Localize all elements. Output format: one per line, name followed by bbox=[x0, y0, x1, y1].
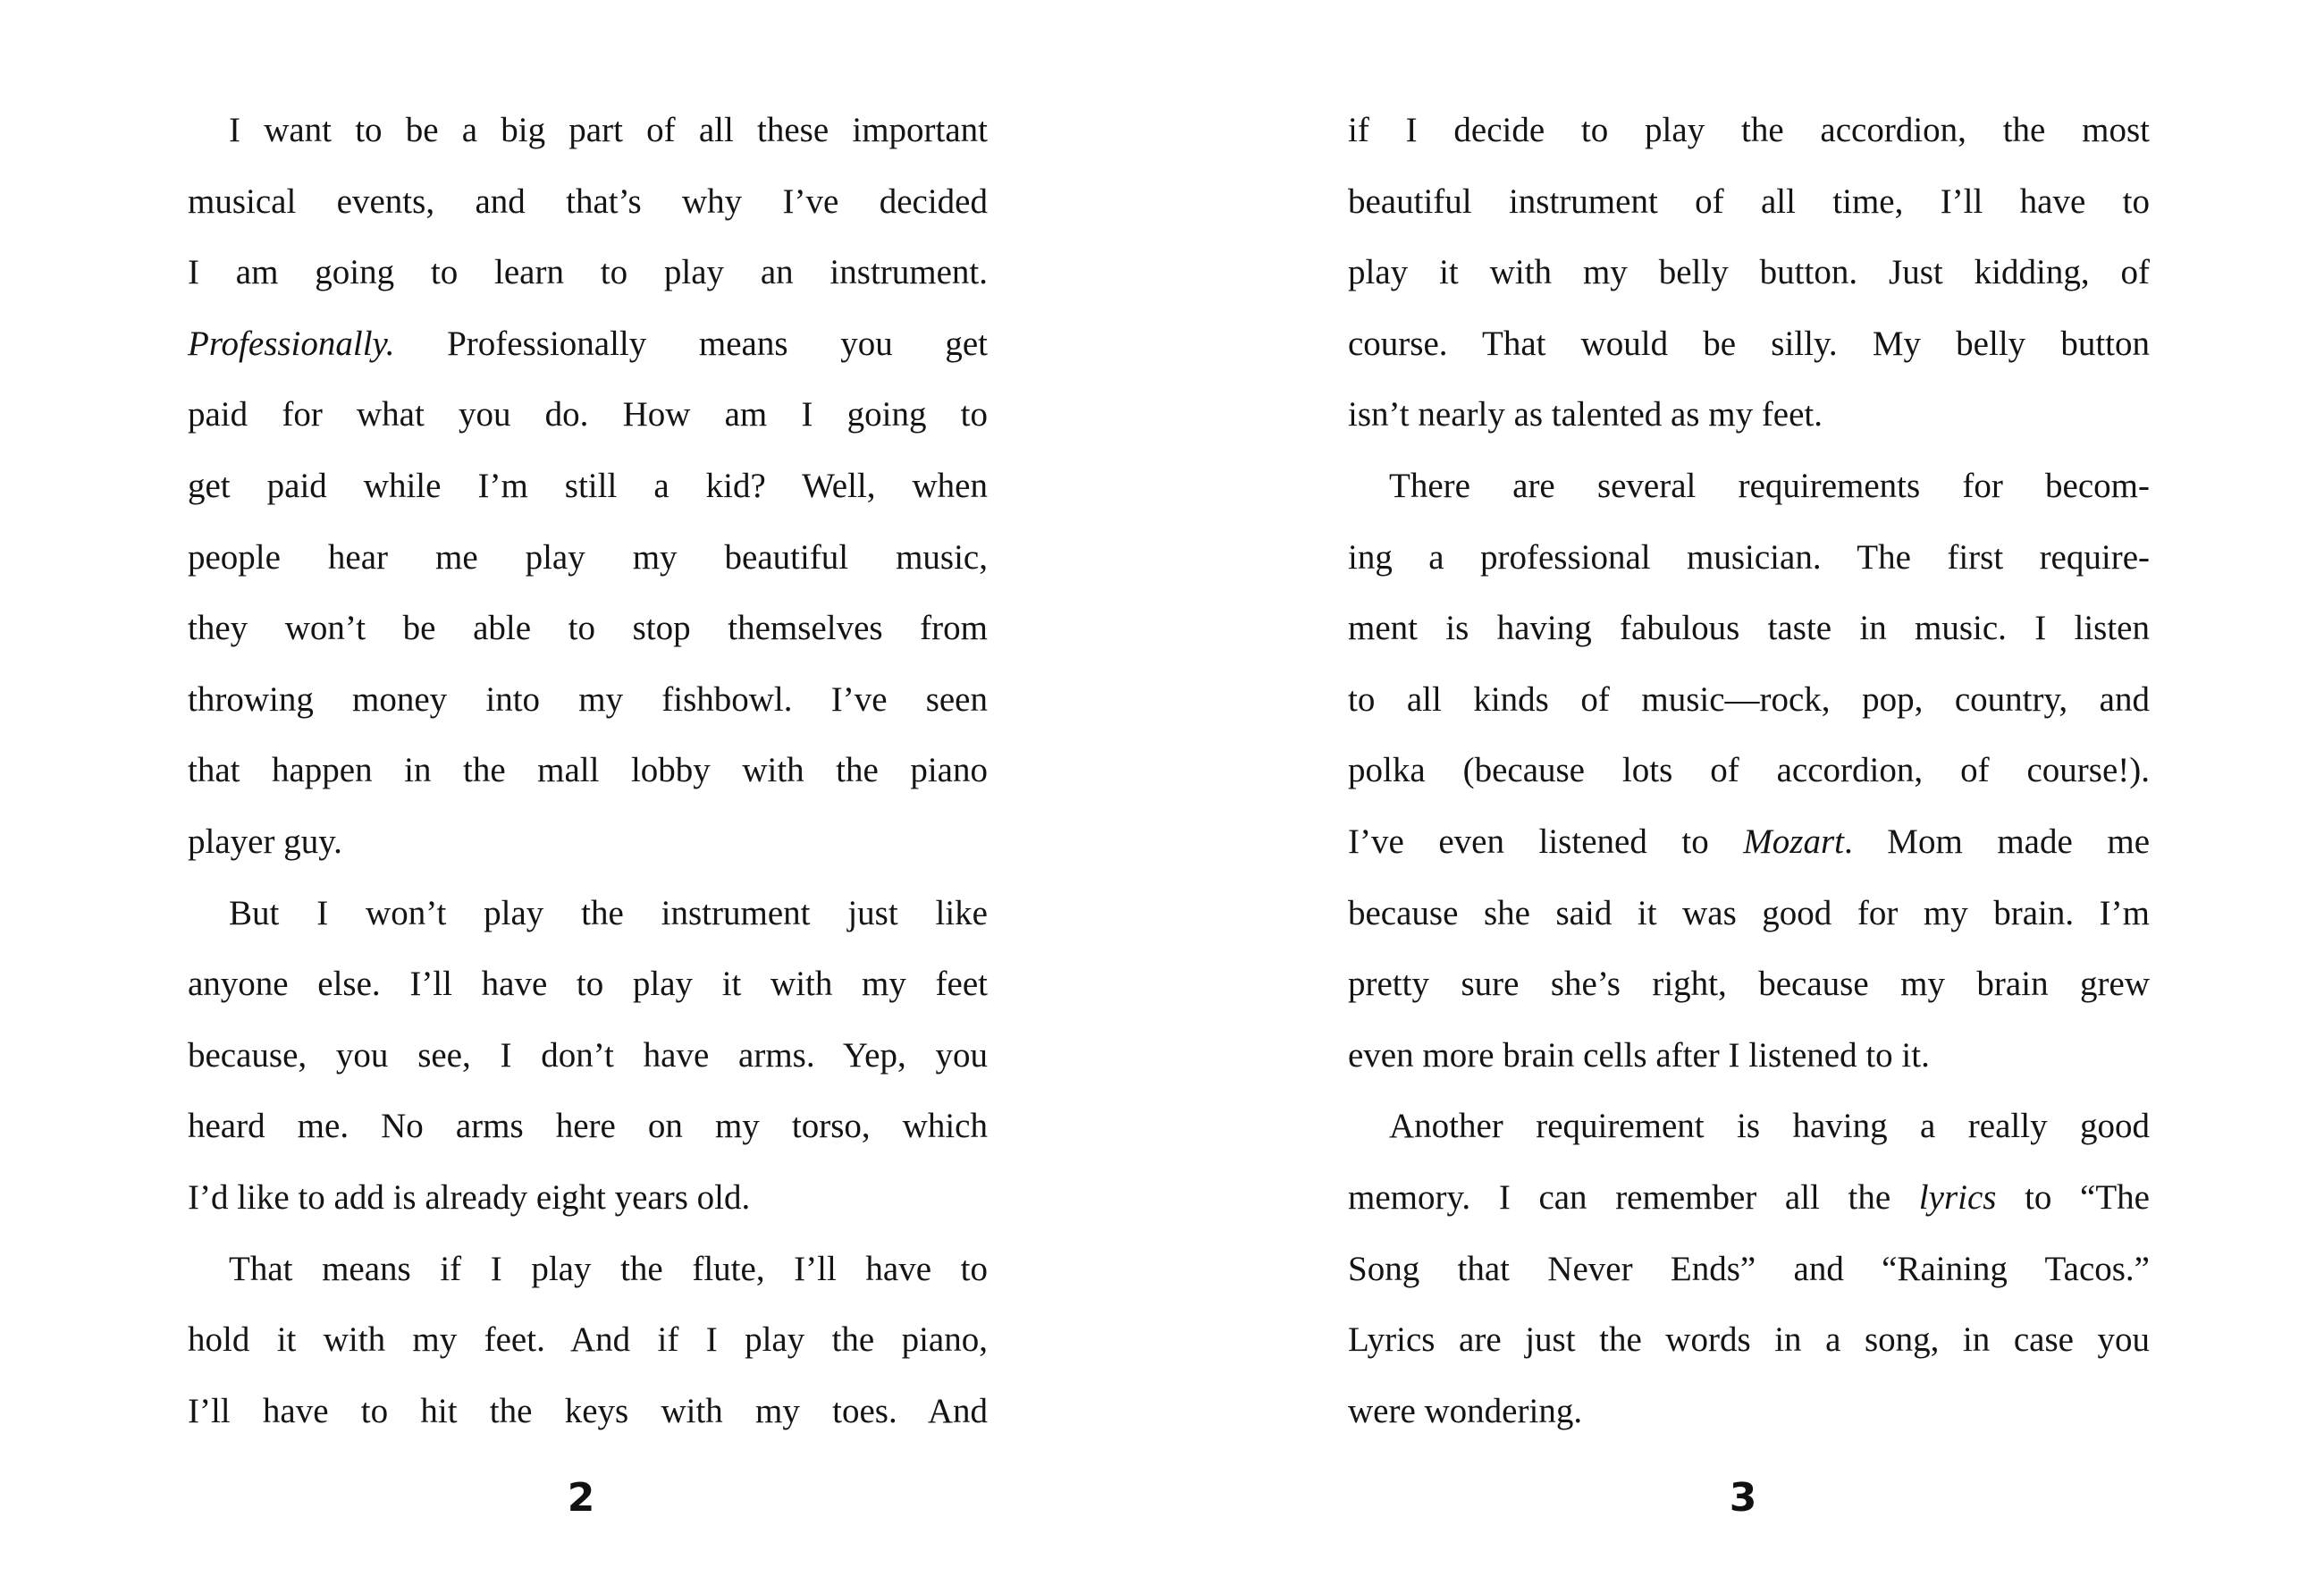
text-segment: ing a professional musician. The first require- bbox=[1348, 537, 2150, 577]
text-line bbox=[1348, 1234, 2150, 1305]
text-segment: Song that Never Ends” and “Raining Tacos.” bbox=[1348, 1249, 2150, 1288]
text-line bbox=[1348, 95, 2150, 166]
text-line bbox=[188, 237, 988, 308]
text-segment: That means if I play the flute, I’ll have to bbox=[229, 1249, 988, 1288]
text-segment: memory. I can remember all the bbox=[1348, 1177, 1919, 1217]
text-line bbox=[188, 379, 988, 451]
text-line bbox=[1348, 451, 2150, 522]
text-segment: course. That would be silly. My belly button bbox=[1348, 324, 2150, 363]
text-segment: to all kinds of music—rock, pop, country, and bbox=[1348, 679, 2150, 719]
text-line bbox=[1348, 379, 2150, 451]
text-line bbox=[1348, 308, 2150, 380]
text-segment: player guy. bbox=[188, 822, 342, 861]
text-segment: I am going to learn to play an instrument. bbox=[188, 253, 988, 292]
text-line bbox=[1348, 166, 2150, 238]
text-segment: beautiful instrument of all time, I’ll have to bbox=[1348, 181, 2150, 221]
text-segment: But I won’t play the instrument just like bbox=[229, 893, 988, 932]
text-line bbox=[188, 95, 988, 166]
text-line bbox=[188, 948, 988, 1020]
italic-text-segment: Professionally. bbox=[188, 324, 395, 363]
text-line bbox=[1348, 948, 2150, 1020]
page-right-text-block bbox=[1348, 95, 2150, 1446]
text-line bbox=[1348, 1376, 2150, 1447]
text-segment: pretty sure she’s right, because my brain grew bbox=[1348, 965, 2150, 1004]
text-line bbox=[188, 1234, 988, 1305]
text-segment: because, you see, I don’t have arms. Yep, you bbox=[188, 1035, 988, 1075]
text-segment: Professionally means you get bbox=[394, 324, 988, 363]
page-left-text-block bbox=[188, 95, 988, 1446]
text-segment: I want to be a big part of all these important bbox=[229, 111, 988, 149]
text-segment: ment is having fabulous taste in music. I listen bbox=[1348, 609, 2150, 648]
text-line bbox=[188, 1020, 988, 1092]
text-line bbox=[188, 735, 988, 806]
text-line bbox=[1348, 522, 2150, 594]
text-segment: musical events, and that’s why I’ve decided bbox=[188, 181, 988, 221]
text-segment: There are several requirements for becom- bbox=[1389, 466, 2150, 505]
text-segment: people hear me play my beautiful music, bbox=[188, 537, 988, 577]
text-segment: if I decide to play the accordion, the most bbox=[1348, 111, 2150, 149]
text-segment: play it with my belly button. Just kidding, of bbox=[1348, 253, 2150, 292]
page-number-left: 2 bbox=[567, 1475, 595, 1521]
italic-text-segment: Mozart bbox=[1743, 822, 1844, 861]
text-segment: to “The bbox=[1996, 1177, 2150, 1217]
text-line bbox=[1348, 1162, 2150, 1234]
text-line bbox=[188, 878, 988, 949]
text-line bbox=[1348, 806, 2150, 878]
text-segment: were wondering. bbox=[1348, 1391, 1583, 1430]
text-line bbox=[188, 522, 988, 594]
text-segment: anyone else. I’ll have to play it with my feet bbox=[188, 965, 988, 1004]
text-line bbox=[1348, 593, 2150, 664]
text-line bbox=[1348, 735, 2150, 806]
text-line bbox=[188, 1091, 988, 1162]
text-segment: I’ve even listened to bbox=[1348, 822, 1744, 861]
text-segment: polka (because lots of accordion, of course!). bbox=[1348, 751, 2150, 790]
page-right bbox=[1162, 0, 2324, 1585]
text-segment: Another requirement is having a really good bbox=[1389, 1107, 2150, 1146]
text-line bbox=[188, 806, 988, 878]
text-segment: paid for what you do. How am I going to bbox=[188, 395, 988, 434]
text-line bbox=[188, 1304, 988, 1376]
text-segment: get paid while I’m still a kid? Well, when bbox=[188, 466, 988, 505]
text-line bbox=[188, 1376, 988, 1447]
text-segment: heard me. No arms here on my torso, which bbox=[188, 1107, 988, 1146]
text-segment: even more brain cells after I listened to it. bbox=[1348, 1035, 1930, 1075]
text-segment: . Mom made me bbox=[1843, 822, 2150, 861]
text-segment: Lyrics are just the words in a song, in case you bbox=[1348, 1320, 2150, 1360]
text-line bbox=[1348, 664, 2150, 736]
text-line bbox=[1348, 878, 2150, 949]
text-line bbox=[1348, 237, 2150, 308]
text-line bbox=[188, 1162, 988, 1234]
text-segment: I’ll have to hit the keys with my toes. And bbox=[188, 1391, 988, 1430]
text-segment: because she said it was good for my brain. I’m bbox=[1348, 893, 2150, 932]
italic-text-segment: lyrics bbox=[1918, 1177, 1997, 1217]
text-line bbox=[1348, 1091, 2150, 1162]
text-line bbox=[188, 451, 988, 522]
text-line bbox=[1348, 1020, 2150, 1092]
text-line bbox=[188, 664, 988, 736]
text-segment: I’d like to add is already eight years old. bbox=[188, 1177, 751, 1217]
text-segment: throwing money into my fishbowl. I’ve seen bbox=[188, 679, 988, 719]
page-number-right: 3 bbox=[1729, 1475, 1757, 1521]
text-segment: hold it with my feet. And if I play the piano, bbox=[188, 1320, 988, 1360]
text-segment: isn’t nearly as talented as my feet. bbox=[1348, 395, 1823, 434]
text-line bbox=[188, 166, 988, 238]
text-line bbox=[188, 593, 988, 664]
text-segment: that happen in the mall lobby with the piano bbox=[188, 751, 988, 790]
text-line bbox=[1348, 1304, 2150, 1376]
text-segment: they won’t be able to stop themselves from bbox=[188, 609, 988, 648]
text-line bbox=[188, 308, 988, 380]
